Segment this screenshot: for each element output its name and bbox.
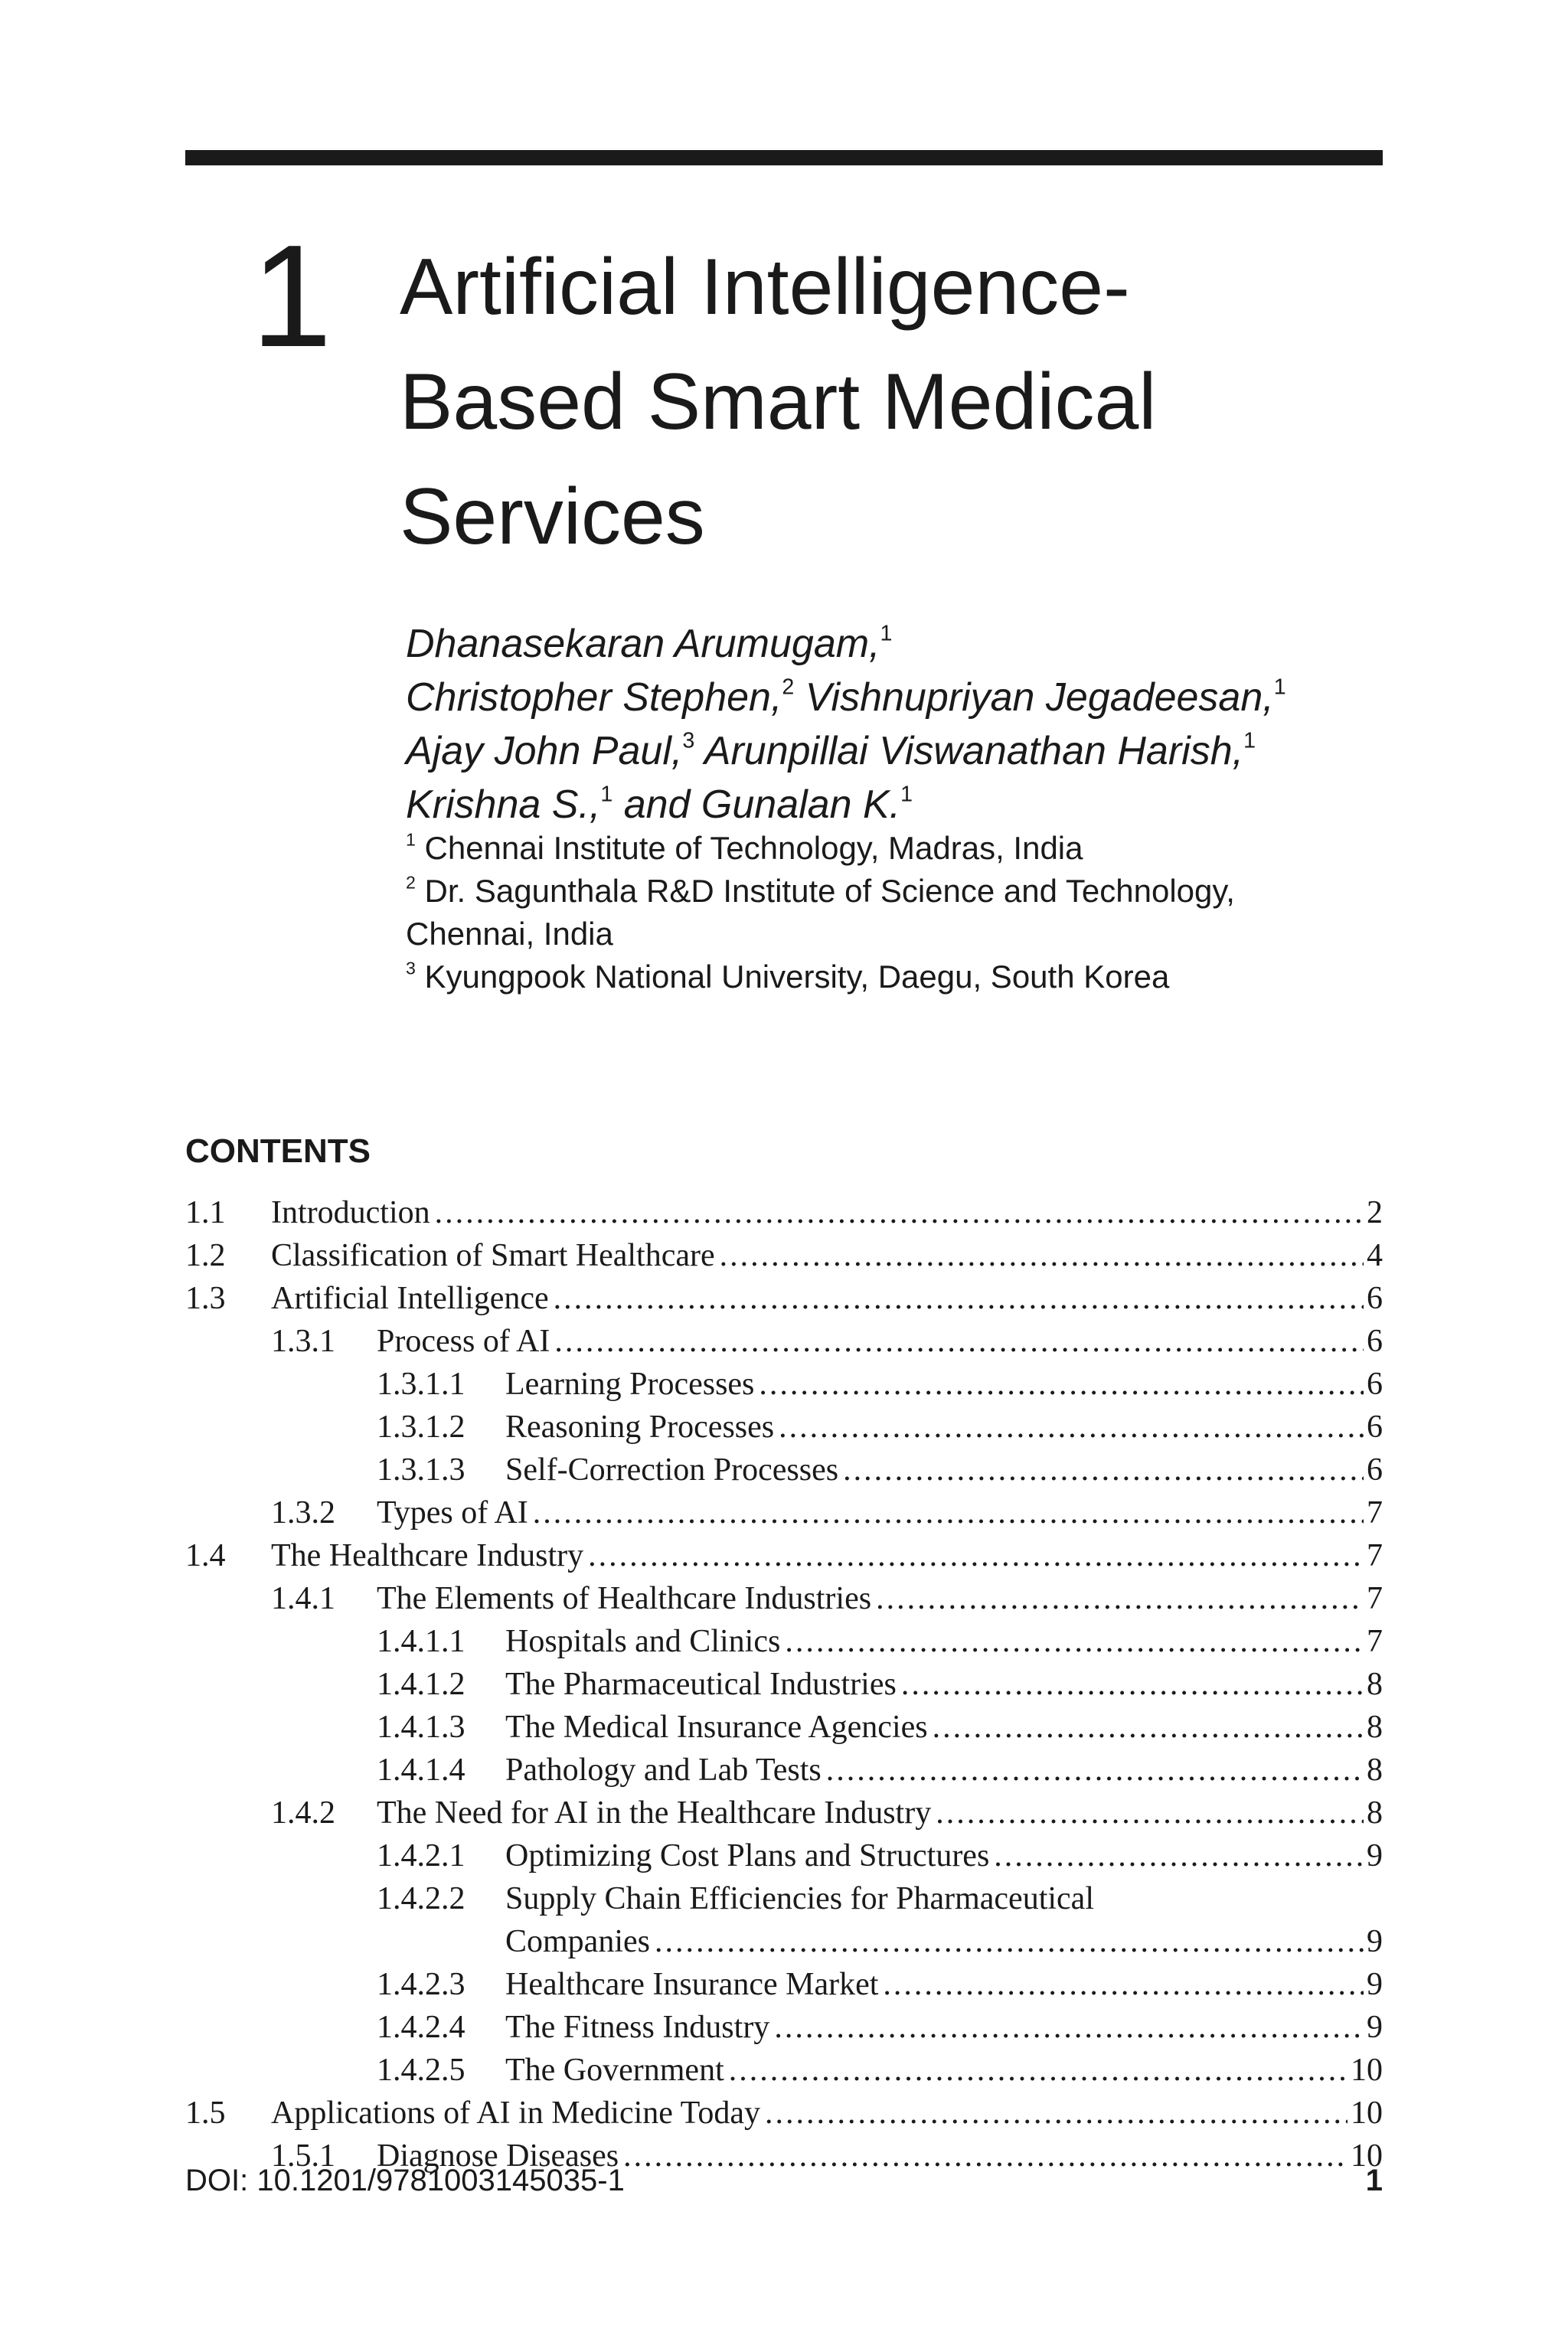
toc-entry-title: Optimizing Cost Plans and Structures — [505, 1834, 994, 1877]
toc-entry-title: Hospitals and Clinics — [505, 1620, 785, 1663]
toc-entry-number: 1.4.2 — [271, 1795, 335, 1831]
toc-entry-page: 6 — [1367, 1324, 1383, 1359]
affiliation-mark: 2 — [406, 872, 416, 893]
toc-dot-leader — [774, 2006, 1364, 2049]
toc-entry[interactable] — [185, 1834, 1383, 1877]
toc-entry-page: 10 — [1351, 2096, 1383, 2131]
toc-entry-leader — [505, 1449, 1383, 1491]
author-line — [406, 617, 1401, 671]
toc-dot-leader — [533, 1491, 1364, 1534]
toc-entry-number: 1.4.2.2 — [377, 1881, 466, 1916]
toc-entry-number: 1.3.1 — [271, 1324, 335, 1359]
toc-dot-leader — [876, 1577, 1364, 1620]
toc-entry-page: 9 — [1367, 1967, 1383, 2002]
toc-dot-leader — [435, 1191, 1364, 1234]
toc-entry-continuation[interactable] — [185, 1920, 1383, 1963]
author-affiliation-mark: 1 — [900, 782, 913, 807]
toc-entry-page: 8 — [1367, 1795, 1383, 1831]
affiliation-line — [406, 870, 1401, 913]
toc-entry-leader — [377, 1320, 1383, 1363]
chapter-title-line: Artificial Intelligence- — [400, 243, 1130, 332]
toc-entry-leader — [505, 1663, 1383, 1706]
toc-dot-leader — [933, 1706, 1364, 1749]
toc-entry-number: 1.4.1 — [271, 1581, 335, 1616]
toc-entry[interactable] — [185, 1963, 1383, 2006]
toc-dot-leader — [765, 2092, 1348, 2135]
affiliation-text: Kyungpook National University, Daegu, South Korea — [415, 959, 1170, 995]
affiliation-mark: 3 — [406, 958, 416, 978]
toc-entry-title: Self-Correction Processes — [505, 1449, 843, 1491]
toc-entry-page: 9 — [1367, 1838, 1383, 1873]
chapter-title — [400, 230, 1395, 574]
toc-entry-number: 1.2 — [185, 1238, 226, 1273]
toc-entry-page: 10 — [1351, 2053, 1383, 2088]
toc-entry[interactable] — [185, 1706, 1383, 1749]
author-line — [406, 724, 1401, 778]
toc-entry-leader — [377, 1577, 1383, 1620]
toc-entry-leader — [377, 1491, 1383, 1534]
toc-entry[interactable] — [185, 1620, 1383, 1663]
toc-entry[interactable] — [185, 1792, 1383, 1834]
toc-entry-page: 9 — [1367, 1924, 1383, 1959]
chapter-number: 1 — [251, 215, 329, 377]
toc-entry-number: 1.3.1.2 — [377, 1410, 466, 1445]
contents-heading: CONTENTS — [185, 1132, 371, 1170]
chapter-title-line: Services — [400, 472, 705, 561]
toc-dot-leader — [994, 1834, 1364, 1877]
page-footer — [185, 2158, 1383, 2203]
toc-entry-page: 8 — [1367, 1753, 1383, 1788]
toc-entry-leader — [505, 1706, 1383, 1749]
toc-entry-page: 6 — [1367, 1410, 1383, 1445]
table-of-contents — [185, 1191, 1383, 2177]
toc-entry-number: 1.4.1.2 — [377, 1667, 466, 1702]
author-line — [406, 671, 1401, 724]
toc-entry-page: 10 — [1351, 2138, 1383, 2174]
toc-entry-page: 7 — [1367, 1624, 1383, 1659]
toc-entry-leader — [505, 1749, 1383, 1792]
toc-entry-title: Reasoning Processes — [505, 1406, 779, 1449]
author-list — [406, 617, 1401, 831]
toc-entry-number: 1.5 — [185, 2096, 226, 2131]
toc-entry-page: 6 — [1367, 1452, 1383, 1488]
affiliation-text: Dr. Sagunthala R&D Institute of Science and Technology, — [415, 873, 1235, 909]
toc-entry[interactable] — [185, 1491, 1383, 1534]
author-affiliation-mark: 1 — [880, 621, 893, 646]
toc-entry-number: 1.4.2.4 — [377, 2010, 466, 2045]
toc-entry-title: The Medical Insurance Agencies — [505, 1706, 933, 1749]
toc-entry-leader — [505, 1920, 1383, 1963]
author-line — [406, 778, 1401, 831]
toc-entry-page: 9 — [1367, 2010, 1383, 2045]
toc-dot-leader — [843, 1449, 1364, 1491]
affiliation-line — [406, 827, 1401, 870]
toc-entry-number: 1.1 — [185, 1195, 226, 1230]
toc-entry-number: 1.3.1.1 — [377, 1367, 466, 1402]
author-name: and Gunalan K. — [612, 782, 901, 827]
toc-entry[interactable] — [185, 1363, 1383, 1406]
toc-entry-number: 1.4.2.3 — [377, 1967, 466, 2002]
toc-entry-title: Process of AI — [377, 1320, 554, 1363]
toc-entry-leader — [505, 1963, 1383, 2006]
toc-entry-leader — [505, 1406, 1383, 1449]
toc-entry-title: Healthcare Insurance Market — [505, 1963, 883, 2006]
toc-entry-leader — [505, 1834, 1383, 1877]
affiliation-line — [406, 956, 1401, 998]
toc-dot-leader — [883, 1963, 1364, 2006]
author-affiliation-mark: 1 — [1243, 728, 1256, 753]
toc-entry-number: 1.3 — [185, 1281, 226, 1316]
author-name: Arunpillai Viswanathan Harish, — [694, 729, 1244, 773]
toc-entry-title: The Fitness Industry — [505, 2006, 774, 2049]
toc-entry[interactable] — [185, 1577, 1383, 1620]
toc-entry-number: 1.4.2.5 — [377, 2053, 466, 2088]
toc-entry-leader — [505, 2049, 1383, 2092]
toc-entry-page: 4 — [1367, 1238, 1383, 1273]
toc-dot-leader — [759, 1363, 1364, 1406]
doi-text: DOI: 10.1201/9781003145035-1 — [185, 2164, 625, 2197]
page-number: 1 — [1365, 2164, 1383, 2197]
toc-dot-leader — [826, 1749, 1364, 1792]
toc-dot-leader — [554, 1320, 1364, 1363]
toc-entry-leader — [505, 1363, 1383, 1406]
author-name: Ajay John Paul, — [406, 729, 683, 773]
toc-entry-leader — [377, 1792, 1383, 1834]
toc-entry-leader — [271, 2092, 1383, 2135]
affiliation-text: Chennai, India — [406, 916, 613, 952]
toc-entry-leader — [271, 1234, 1383, 1277]
affiliation-text: Chennai Institute of Technology, Madras, India — [415, 830, 1083, 866]
toc-entry[interactable] — [185, 1449, 1383, 1491]
toc-entry-title: Diagnose Diseases — [377, 2135, 623, 2177]
toc-entry-page: 2 — [1367, 1195, 1383, 1230]
toc-entry-number: 1.3.2 — [271, 1495, 335, 1530]
affiliation-list — [406, 827, 1401, 998]
toc-entry-number: 1.5.1 — [271, 2138, 335, 2174]
toc-entry-title: Companies — [505, 1920, 655, 1963]
toc-entry-number: 1.4.2.1 — [377, 1838, 466, 1873]
toc-entry[interactable] — [185, 2092, 1383, 2135]
chapter-title-line: Based Smart Medical — [400, 358, 1157, 446]
toc-dot-leader — [729, 2049, 1348, 2092]
toc-entry[interactable] — [185, 1320, 1383, 1363]
toc-entry-title: Types of AI — [377, 1491, 533, 1534]
author-affiliation-mark: 2 — [782, 675, 795, 700]
toc-dot-leader — [720, 1234, 1364, 1277]
toc-entry-number: 1.4 — [185, 1538, 226, 1573]
toc-entry-title: The Pharmaceutical Industries — [505, 1663, 901, 1706]
toc-entry[interactable] — [185, 1534, 1383, 1577]
author-name: Krishna S., — [406, 782, 601, 827]
toc-entry[interactable] — [185, 1277, 1383, 1320]
toc-entry-page: 8 — [1367, 1667, 1383, 1702]
toc-entry[interactable] — [185, 1191, 1383, 1234]
toc-entry-leader — [271, 1277, 1383, 1320]
toc-entry-number: 1.4.1.3 — [377, 1710, 466, 1745]
toc-entry-leader — [505, 1620, 1383, 1663]
toc-dot-leader — [554, 1277, 1364, 1320]
author-affiliation-mark: 1 — [600, 782, 613, 807]
toc-entry-title: The Government — [505, 2049, 729, 2092]
toc-entry-title: Applications of AI in Medicine Today — [271, 2092, 765, 2135]
toc-entry-title: The Elements of Healthcare Industries — [377, 1577, 876, 1620]
toc-entry[interactable] — [185, 1749, 1383, 1792]
toc-entry-title: Artificial Intelligence — [271, 1277, 554, 1320]
author-name: Dhanasekaran Arumugam, — [406, 622, 880, 666]
toc-entry-title: Pathology and Lab Tests — [505, 1749, 826, 1792]
author-name: Vishnupriyan Jegadeesan, — [794, 675, 1274, 720]
toc-dot-leader — [588, 1534, 1364, 1577]
toc-entry-page: 7 — [1367, 1538, 1383, 1573]
toc-dot-leader — [936, 1792, 1364, 1834]
toc-entry-number: 1.4.1.4 — [377, 1753, 466, 1788]
toc-entry-title: Supply Chain Efficiencies for Pharmaceutical — [505, 1881, 1094, 1916]
toc-entry-number: 1.4.1.1 — [377, 1624, 466, 1659]
toc-entry[interactable] — [185, 1234, 1383, 1277]
author-name: Christopher Stephen, — [406, 675, 782, 720]
toc-dot-leader — [785, 1620, 1364, 1663]
toc-entry[interactable] — [185, 1877, 1383, 1920]
toc-entry[interactable] — [185, 1663, 1383, 1706]
toc-entry[interactable] — [185, 2006, 1383, 2049]
author-affiliation-mark: 3 — [682, 728, 695, 753]
toc-entry-page: 6 — [1367, 1367, 1383, 1402]
toc-entry-title: The Need for AI in the Healthcare Industry — [377, 1792, 936, 1834]
toc-dot-leader — [901, 1663, 1364, 1706]
toc-entry-title: Learning Processes — [505, 1363, 759, 1406]
toc-entry[interactable] — [185, 2049, 1383, 2092]
toc-entry-number: 1.3.1.3 — [377, 1452, 466, 1488]
top-rule — [185, 150, 1383, 165]
toc-dot-leader — [779, 1406, 1364, 1449]
toc-entry-leader — [271, 1534, 1383, 1577]
toc-entry-page: 6 — [1367, 1281, 1383, 1316]
toc-entry-title: Introduction — [271, 1191, 435, 1234]
toc-dot-leader — [655, 1920, 1364, 1963]
toc-entry[interactable] — [185, 1406, 1383, 1449]
toc-entry-title: The Healthcare Industry — [271, 1534, 588, 1577]
toc-entry-page: 8 — [1367, 1710, 1383, 1745]
toc-entry-page: 7 — [1367, 1581, 1383, 1616]
author-affiliation-mark: 1 — [1273, 675, 1286, 700]
toc-entry-leader — [271, 1191, 1383, 1234]
affiliation-mark: 1 — [406, 829, 416, 850]
toc-entry-leader — [505, 2006, 1383, 2049]
affiliation-line — [406, 913, 1401, 956]
toc-entry-page: 7 — [1367, 1495, 1383, 1530]
toc-entry-title: Classification of Smart Healthcare — [271, 1234, 720, 1277]
